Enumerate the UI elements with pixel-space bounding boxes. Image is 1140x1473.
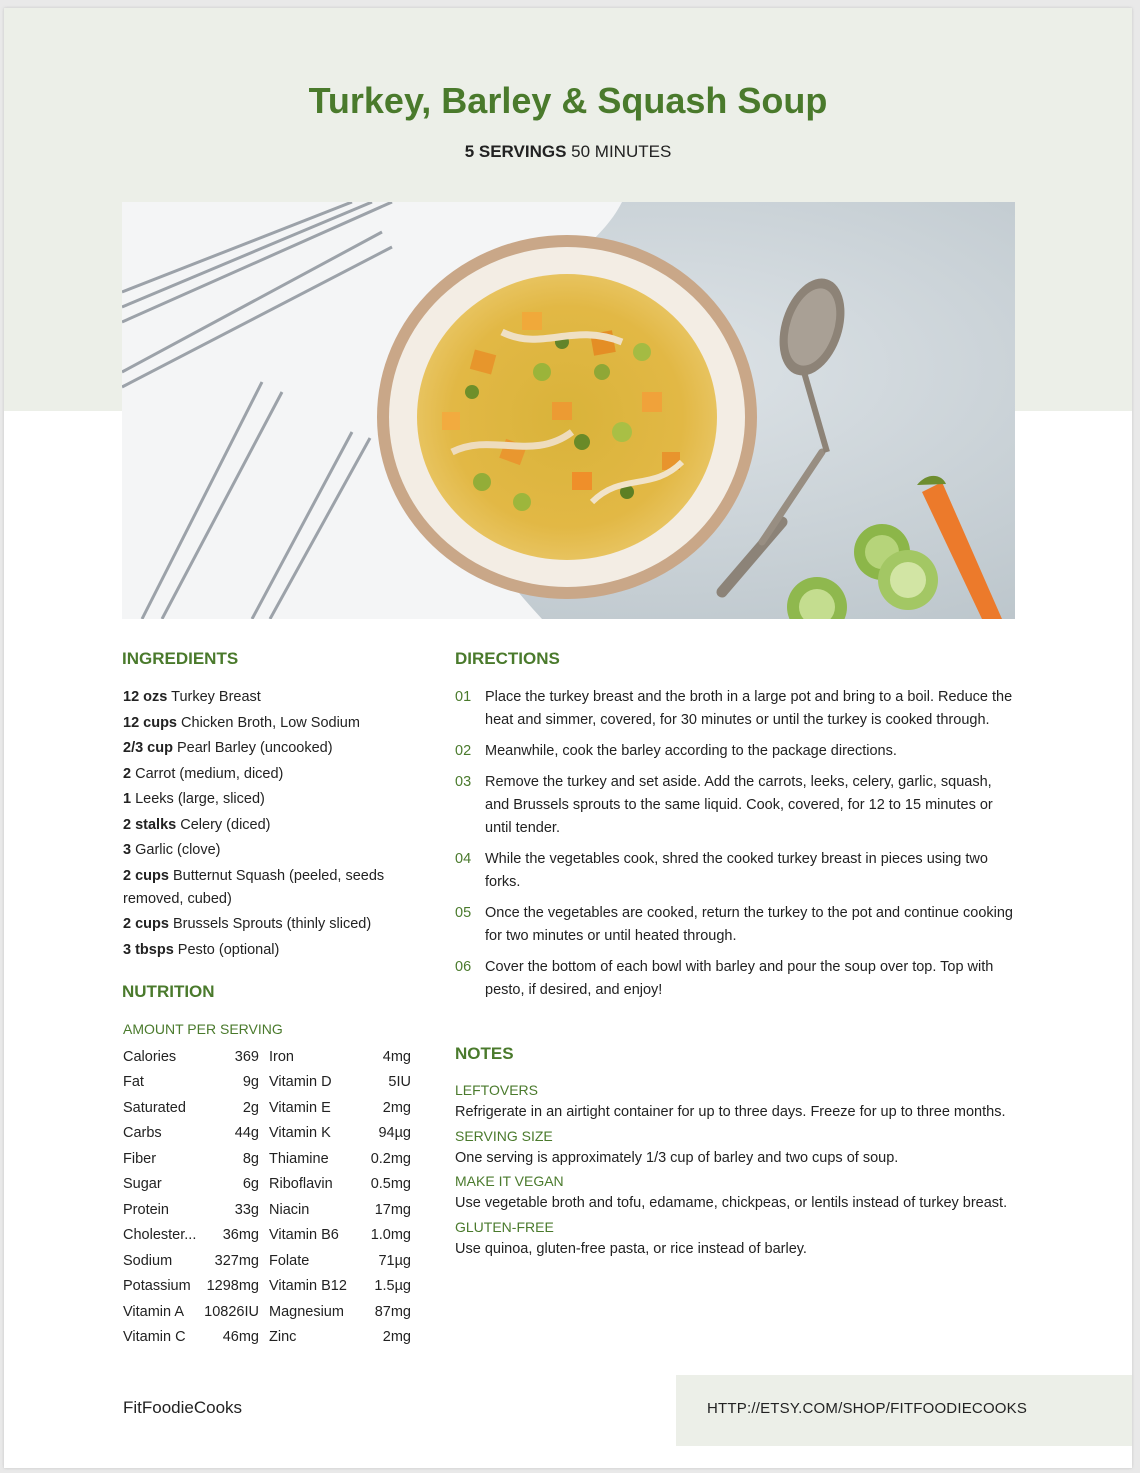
note-title: MAKE IT VEGAN <box>455 1173 564 1189</box>
nutrient-value: 94µg <box>378 1125 411 1142</box>
note-title: GLUTEN-FREE <box>455 1218 554 1235</box>
recipe-page <box>4 8 1132 1468</box>
step-text: While the vegetables cook, shred the cooked turkey breast in pieces using two forks. <box>485 851 988 890</box>
ingredients-list <box>123 686 413 964</box>
recipe-title: Turkey, Barley & Squash Soup <box>308 80 828 121</box>
ingredient-item <box>123 865 413 911</box>
nutrition-row <box>123 1095 411 1121</box>
ingredient-name: Carrot (medium, diced) <box>135 765 284 782</box>
nutrient-value: 2mg <box>382 1099 411 1116</box>
nutrient-label: Folate <box>269 1252 310 1269</box>
nutrition-row <box>123 1172 411 1198</box>
ingredient-name: Pesto (optional) <box>177 941 280 958</box>
nutrient-value: 0.2mg <box>370 1150 411 1167</box>
ingredient-name: Leeks (large, sliced) <box>135 791 265 807</box>
step-text: Place the turkey breast and the broth in a large pot and bring to a boil. Reduce the heat and simmer, covered, for 30 minutes or until the turkey is cooked through. <box>485 689 1013 728</box>
nutrient-value: 36mg <box>222 1227 259 1244</box>
nutrient-label: Cholester... <box>123 1227 197 1244</box>
nutrient-label: Calories <box>123 1048 177 1065</box>
direction-step <box>455 902 1015 948</box>
nutrient-label: Saturated <box>123 1099 186 1116</box>
recipe-meta <box>4 142 1132 162</box>
nutrient-label: Vitamin B6 <box>269 1227 339 1244</box>
ingredient-quantity: 3 tbsps <box>123 941 174 958</box>
nutrient-value: 6g <box>242 1176 259 1193</box>
step-number: 03 <box>455 774 472 790</box>
ingredient-name: Garlic (clove) <box>135 842 221 858</box>
step-text: Cover the bottom of each bowl with barley and pour the soup over top. Top with pesto, if desired, and enjoy! <box>485 959 994 998</box>
ingredient-item <box>123 763 413 786</box>
nutrient-value: 46mg <box>222 1329 259 1346</box>
note-text: Refrigerate in an airtight container for up to three days. Freeze for up to three months. <box>455 1104 1006 1120</box>
shop-url-link[interactable]: HTTP://ETSY.COM/SHOP/FITFOODIECOOKS <box>707 1400 1028 1417</box>
ingredient-item <box>123 839 413 862</box>
nutrient-value: 71µg <box>378 1252 411 1269</box>
ingredient-quantity: 2/3 cup <box>123 740 173 756</box>
ingredient-item <box>123 939 413 962</box>
direction-step <box>455 848 1015 894</box>
note-title: SERVING SIZE <box>455 1127 553 1144</box>
nutrition-table <box>123 1044 411 1350</box>
note-title: LEFTOVERS <box>455 1082 538 1098</box>
direction-step <box>455 686 1015 732</box>
nutrition-row <box>123 1299 411 1325</box>
ingredient-item <box>123 712 413 735</box>
nutrient-value: 10826IU <box>204 1303 259 1320</box>
step-text: Meanwhile, cook the barley according to the package directions. <box>485 743 897 759</box>
nutrient-value: 4mg <box>382 1048 411 1065</box>
nutrient-value: 327mg <box>214 1252 259 1269</box>
nutrition-row <box>123 1146 411 1172</box>
ingredient-name: Pearl Barley (uncooked) <box>177 740 333 756</box>
ingredient-item <box>123 737 413 760</box>
servings-label: 5 SERVINGS <box>464 142 567 161</box>
nutrition-row <box>123 1070 411 1096</box>
ingredient-name: Butternut Squash (peeled, seeds removed, cubed) <box>123 867 385 907</box>
direction-step <box>455 771 1015 840</box>
time-label: 50 MINUTES <box>571 142 672 161</box>
nutrient-label: Vitamin A <box>123 1303 184 1320</box>
nutrient-label: Vitamin B12 <box>269 1278 347 1295</box>
note-text: One serving is approximately 1/3 cup of barley and two cups of soup. <box>455 1149 899 1166</box>
nutrient-label: Vitamin C <box>123 1329 186 1346</box>
ingredient-quantity: 2 cups <box>123 867 169 884</box>
nutrient-label: Fat <box>123 1074 144 1091</box>
ingredient-quantity: 3 <box>123 842 132 858</box>
step-text: Once the vegetables are cooked, return the turkey to the pot and continue cooking for two minutes or until heated through. <box>485 905 1013 944</box>
nutrient-value: 1298mg <box>206 1278 259 1295</box>
directions-heading: DIRECTIONS <box>455 649 560 668</box>
step-number: 05 <box>455 905 472 921</box>
ingredient-name: Turkey Breast <box>171 689 261 705</box>
nutrient-value: 369 <box>234 1048 259 1065</box>
ingredient-quantity: 2 <box>123 765 132 782</box>
nutrient-label: Carbs <box>123 1125 162 1142</box>
nutrient-label: Thiamine <box>269 1150 329 1167</box>
note-text: Use quinoa, gluten-free pasta, or rice instead of barley. <box>455 1240 807 1257</box>
ingredients-heading: INGREDIENTS <box>122 649 239 668</box>
nutrient-label: Vitamin E <box>269 1099 331 1116</box>
nutrient-value: 0.5mg <box>370 1176 411 1193</box>
nutrient-label: Protein <box>123 1201 169 1218</box>
ingredient-item <box>123 686 413 709</box>
ingredient-quantity: 2 stalks <box>123 816 177 833</box>
nutrient-label: Vitamin D <box>269 1074 332 1091</box>
nutrient-label: Potassium <box>123 1278 191 1295</box>
step-number: 02 <box>455 743 472 759</box>
brand-name: FitFoodieCooks <box>123 1398 243 1417</box>
soup-photo-illustration <box>122 202 1015 619</box>
ingredient-quantity: 12 cups <box>123 714 177 731</box>
nutrient-label: Magnesium <box>269 1303 344 1320</box>
nutrient-value: 1.5µg <box>374 1278 411 1295</box>
nutrient-label: Zinc <box>269 1329 297 1346</box>
nutrient-value: 17mg <box>374 1201 411 1218</box>
nutrient-value: 2g <box>242 1099 259 1116</box>
direction-step <box>455 740 1015 763</box>
ingredient-item <box>123 913 413 936</box>
nutrition-row <box>123 1197 411 1223</box>
ingredient-quantity: 12 ozs <box>123 689 168 705</box>
nutrition-row <box>123 1121 411 1147</box>
nutrient-label: Sodium <box>123 1252 173 1269</box>
nutrient-label: Sugar <box>123 1176 162 1193</box>
directions-list <box>455 686 1015 1010</box>
ingredient-item <box>123 814 413 837</box>
ingredient-quantity: 1 <box>123 791 132 807</box>
nutrient-value: 8g <box>242 1150 259 1167</box>
step-number: 01 <box>455 689 472 705</box>
nutrient-label: Riboflavin <box>269 1176 333 1193</box>
nutrient-value: 33g <box>234 1201 259 1218</box>
amount-per-serving-label: AMOUNT PER SERVING <box>123 1021 283 1037</box>
ingredient-quantity: 2 cups <box>123 916 169 932</box>
nutrient-label: Niacin <box>269 1201 310 1218</box>
nutrition-row <box>123 1274 411 1300</box>
nutrient-value: 87mg <box>374 1303 411 1320</box>
soup-bowl-photo <box>122 202 1015 619</box>
footer-url-band <box>676 1375 1132 1446</box>
ingredient-name: Chicken Broth, Low Sodium <box>181 714 360 731</box>
nutrition-row <box>123 1044 411 1070</box>
note-text: Use vegetable broth and tofu, edamame, chickpeas, or lentils instead of turkey breast. <box>455 1195 1008 1211</box>
ingredient-name: Brussels Sprouts (thinly sliced) <box>172 916 372 932</box>
nutrition-row <box>123 1248 411 1274</box>
step-text: Remove the turkey and set aside. Add the carrots, leeks, celery, garlic, squash, and Brussels sprouts to the same liquid. Cook, covered, for 12 to 15 minutes or until tender. <box>485 774 993 836</box>
direction-step <box>455 956 1015 1002</box>
nutrient-value: 2mg <box>382 1329 411 1346</box>
nutrition-row <box>123 1223 411 1249</box>
nutrient-label: Vitamin K <box>269 1125 331 1142</box>
nutrition-row <box>123 1325 411 1351</box>
nutrient-label: Iron <box>269 1048 294 1065</box>
notes-heading: NOTES <box>455 1044 514 1063</box>
notes-section <box>455 1079 1015 1261</box>
nutrient-value: 5IU <box>388 1074 411 1091</box>
step-number: 04 <box>455 851 472 867</box>
step-number: 06 <box>455 959 472 975</box>
ingredient-item <box>123 788 413 811</box>
ingredient-name: Celery (diced) <box>180 816 271 833</box>
nutrition-heading: NUTRITION <box>122 982 215 1001</box>
nutrient-value: 44g <box>234 1125 259 1142</box>
nutrient-value: 9g <box>242 1074 259 1091</box>
nutrient-value: 1.0mg <box>370 1227 411 1244</box>
nutrient-label: Fiber <box>123 1150 157 1167</box>
